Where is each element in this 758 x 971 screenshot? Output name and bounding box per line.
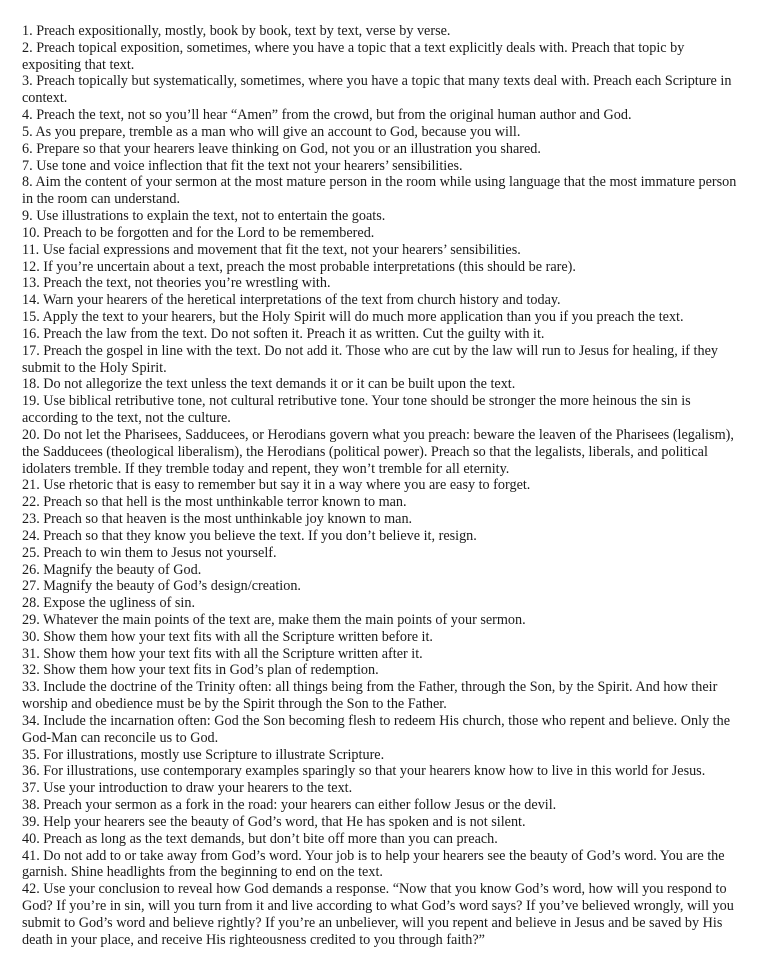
list-item: 37. Use your introduction to draw your hearers to the text. <box>22 780 353 797</box>
list-item: 39. Help your hearers see the beauty of God’s word, that He has spoken and is not silent. <box>22 813 526 830</box>
list-item: 11. Use facial expressions and movement that fit the text, not your hearers’ sensibilities. <box>22 241 521 258</box>
list-item: 28. Expose the ugliness of sin. <box>22 595 195 612</box>
document-page <box>22 23 745 949</box>
list-item: 15. Apply the text to your hearers, but the Holy Spirit will do much more application than you if you preach the text. <box>22 309 684 326</box>
list-item: 5. As you prepare, tremble as a man who will give an account to God, because you will. <box>22 123 521 140</box>
list-item: 14. Warn your hearers of the heretical interpretations of the text from church history and today. <box>22 292 561 309</box>
list-item: 38. Preach your sermon as a fork in the road: your hearers can either follow Jesus or the devil. <box>22 797 557 814</box>
list-item: 40. Preach as long as the text demands, but don’t bite off more than you can preach. <box>22 830 498 847</box>
list-item: 21. Use rhetoric that is easy to remember but say it in a way where you are easy to forget. <box>22 477 531 494</box>
list-item: 35. For illustrations, mostly use Scripture to illustrate Scripture. <box>22 746 385 763</box>
list-item: 29. Whatever the main points of the text are, make them the main points of your sermon. <box>22 611 526 628</box>
list-item: 31. Show them how your text fits with all the Scripture written after it. <box>22 645 423 662</box>
list-item: 8. Aim the content of your sermon at the most mature person in the room while using language that the most immature person in the room can understand. <box>22 174 737 208</box>
list-item: 33. Include the doctrine of the Trinity often: all things being from the Father, through the Son, by the Spirit. And how their worship and obedience must be by the Spirit through the Son to the Father. <box>22 679 718 713</box>
list-item: 34. Include the incarnation often: God the Son becoming flesh to redeem His church, those who repent and believe. Only the God-Man can reconcile us to God. <box>22 712 730 746</box>
list-item: 17. Preach the gospel in line with the text. Do not add it. Those who are cut by the law will run to Jesus for healing, if they submit to the Holy Spirit. <box>22 342 718 376</box>
list-item: 23. Preach so that heaven is the most unthinkable joy known to man. <box>22 511 413 528</box>
list-item: 16. Preach the law from the text. Do not soften it. Preach it as written. Cut the guilty with it. <box>22 325 545 342</box>
list-item: 36. For illustrations, use contemporary examples sparingly so that your hearers know how to live in this world for Jesus. <box>22 763 706 780</box>
list-item: 4. Preach the text, not so you’ll hear “Amen” from the crowd, but from the original human author and God. <box>22 107 632 124</box>
list-item: 18. Do not allegorize the text unless the text demands it or it can be built upon the text. <box>22 376 516 393</box>
list-item: 22. Preach so that hell is the most unthinkable terror known to man. <box>22 494 407 511</box>
list-item: 1. Preach expositionally, mostly, book by book, text by text, verse by verse. <box>22 23 451 39</box>
list-item: 2. Preach topical exposition, sometimes, where you have a topic that a text explicitly deals with. Preach that topic by expositing that text. <box>22 39 685 73</box>
list-item: 19. Use biblical retributive tone, not cultural retributive tone. Your tone should be stronger the more heinous the sin is according to the text, not the culture. <box>22 393 691 427</box>
list-item: 9. Use illustrations to explain the text, not to entertain the goats. <box>22 208 386 225</box>
list-item: 42. Use your conclusion to reveal how God demands a response. “Now that you know God’s word, how will you respond to God? If you’re in sin, will you turn from it and live according to what God’s word says? If you’ve believed wrongly, will you submit to God’s word and believe rightly? If you’re an unbeliever, will you repent and believe in Jesus and be saved by His death in your place, and receive His righteousness credited to you through faith?” <box>22 881 734 948</box>
list-item: 24. Preach so that they know you believe the text. If you don’t believe it, resign. <box>22 527 477 544</box>
list-item: 32. Show them how your text fits in God’s plan of redemption. <box>22 662 379 679</box>
list-item: 25. Preach to win them to Jesus not yourself. <box>22 544 277 561</box>
list-item: 12. If you’re uncertain about a text, preach the most probable interpretations (this should be rare). <box>22 258 576 275</box>
list-item: 10. Preach to be forgotten and for the Lord to be remembered. <box>22 224 375 241</box>
list-item: 6. Prepare so that your hearers leave thinking on God, not you or an illustration you shared. <box>22 140 541 157</box>
list-item: 3. Preach topically but systematically, sometimes, where you have a topic that many texts deal with. Preach each Scripture in context. <box>22 73 732 107</box>
list-item: 27. Magnify the beauty of God’s design/creation. <box>22 578 301 595</box>
preaching-guidelines-list <box>22 23 745 949</box>
list-item: 13. Preach the text, not theories you’re wrestling with. <box>22 275 331 292</box>
list-item: 20. Do not let the Pharisees, Sadducees, or Herodians govern what you preach: beware the leaven of the Pharisees (legalism), the Sadducees (theological liberalism), the Herodians (political power). Preach so that the legalists, liberals, and political idolaters tremble. If they tremble today and repent, they won’t tremble for all eternity. <box>22 426 734 477</box>
list-item: 26. Magnify the beauty of God. <box>22 561 202 578</box>
list-item: 30. Show them how your text fits with all the Scripture written before it. <box>22 628 433 645</box>
list-item: 41. Do not add to or take away from God’s word. Your job is to help your hearers see the beauty of God’s word. You are the garnish. Shine headlights from the beginning to end on the text. <box>22 847 725 881</box>
list-item: 7. Use tone and voice inflection that fit the text not your hearers’ sensibilities. <box>22 157 463 174</box>
